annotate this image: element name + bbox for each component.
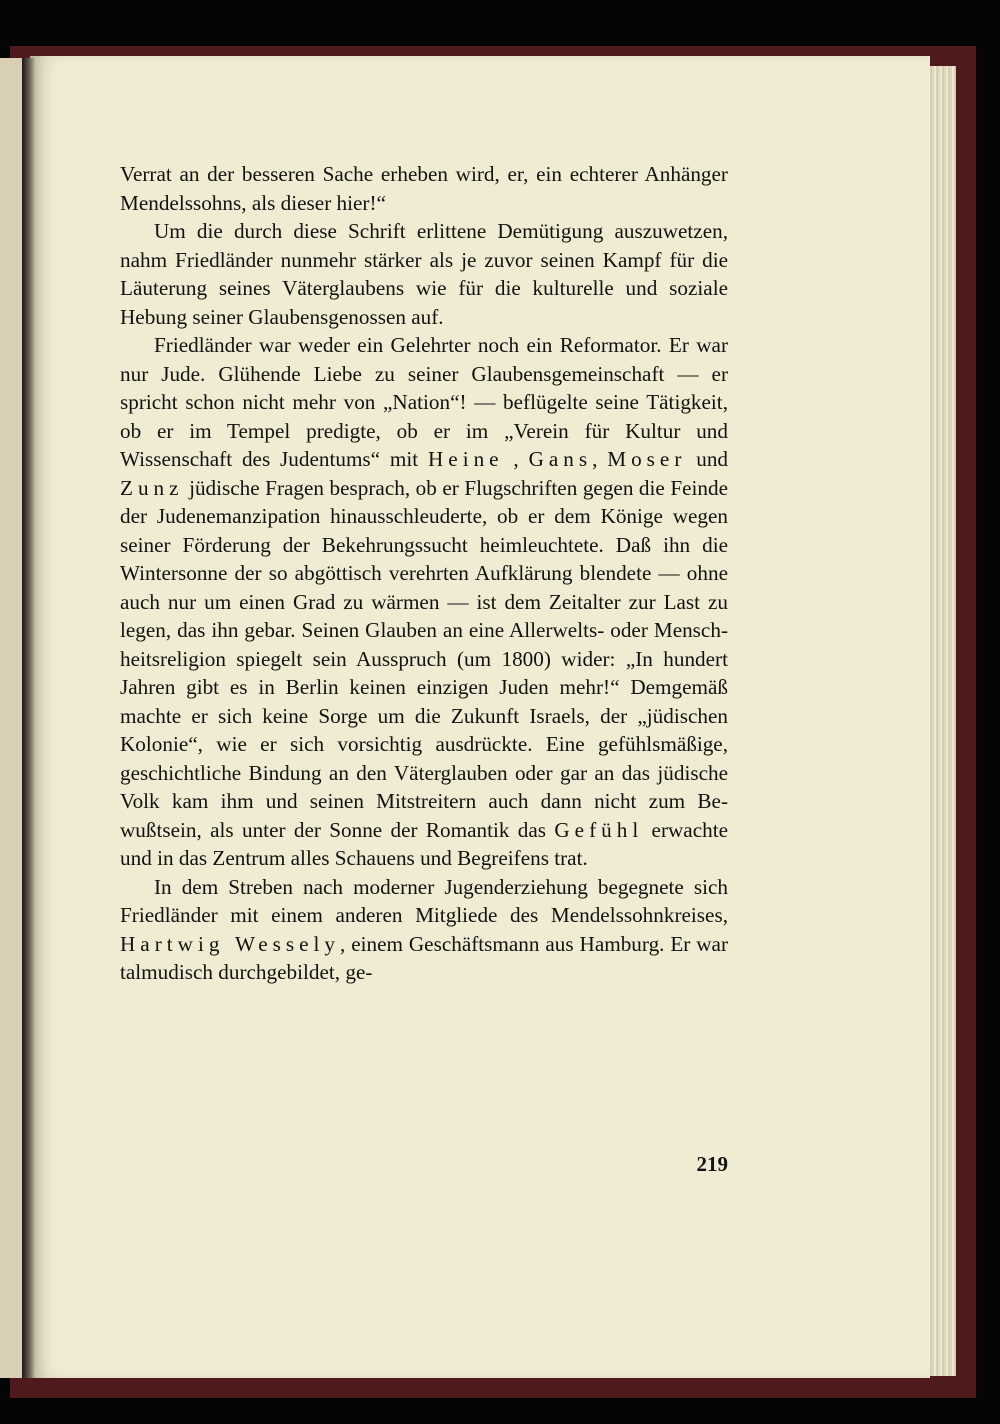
text-run: und [686,447,729,471]
paragraph [120,160,728,217]
text-run: erwachte und in das Zentrum alles Schauens und Begreifens trat. [120,817,728,870]
spaced-name: Heine [428,447,504,471]
text-run: In dem Streben nach moderner Jugenderziehung begegnete sich Friedländer mit einem anderen Mitgliede des Mendelssohnkreises, [120,874,728,927]
text-run: , [592,447,608,471]
text-run: Friedländer war weder ein Gelehrter noch ein Reformator. Er war nur Jude. Glühende Liebe zu seiner Glaubensgemeinschaft — er spricht schon nicht mehr von „Nation“! — beflügelte seine Tätigkeit, ob er im Tempel predigte, ob er im „Verein für Kultur und Wissenschaft des Judentums“ mit [120,333,728,471]
paragraph [120,217,728,331]
spaced-name: Moser [607,447,687,471]
paragraph [120,331,728,873]
page-number: 219 [696,1152,728,1176]
text-run: Um die durch diese Schrift erlittene Demütigung auszuwetzen, nahm Friedländer nunmehr stärker als je zuvor seinen Kampf für die Läuterung seines Väterglaubens wie für die kulturelle und soziale Hebung seiner Glaubensgenossen auf. [120,219,728,329]
paragraph [120,873,728,987]
text-run: , [503,447,529,471]
spaced-name: Gefühl [554,817,644,842]
book-gutter [22,58,36,1378]
spaced-name: Zunz [120,475,184,500]
text-run: jüdische Fragen besprach, ob er Flugschriften gegen die Feinde der Judenemanzipation hinausschleuderte, ob er dem Könige wegen seiner Förderung der Bekehrungssucht heimleuchtete. Daß ihn die Wintersonne der so abgöttisch verehrten Aufklärung blendete — ohne auch nur um einen Grad zu wärmen — ist dem Zeitalter zur Last zu legen, das ihn gebar. Seinen Glauben an eine Allerwelts- oder Menschheitsreligion spiegelt sein Ausspruch (um 1800) wider: „In hundert Jahren gibt es in Berlin keinen einzigen Juden mehr!“ Demgemäß machte er sich keine Sorge um die Zukunft Israels, der „jüdischen Kolonie“, wie er sich vorsichtig ausdrückte. Eine gefühlsmäßige, geschichtliche Bindung an den Väterglauben oder gar an das jüdische Volk kam ihm und seinen Mitstreitern auch dann nicht zum Bewußtsein, als unter der Sonne der Romantik das [120,475,728,842]
body-text [120,160,728,987]
spaced-name: Gans [528,447,593,471]
text-run: , einem Geschäftsmann aus Hamburg. Er war talmudisch durchgebildet, ge- [120,931,729,984]
text-run: Verrat an der besseren Sache erheben wird, er, ein echterer Anhänger Mendelssohns, als dieser hier!“ [120,162,728,215]
spaced-name: Hartwig Wessely [120,931,341,956]
